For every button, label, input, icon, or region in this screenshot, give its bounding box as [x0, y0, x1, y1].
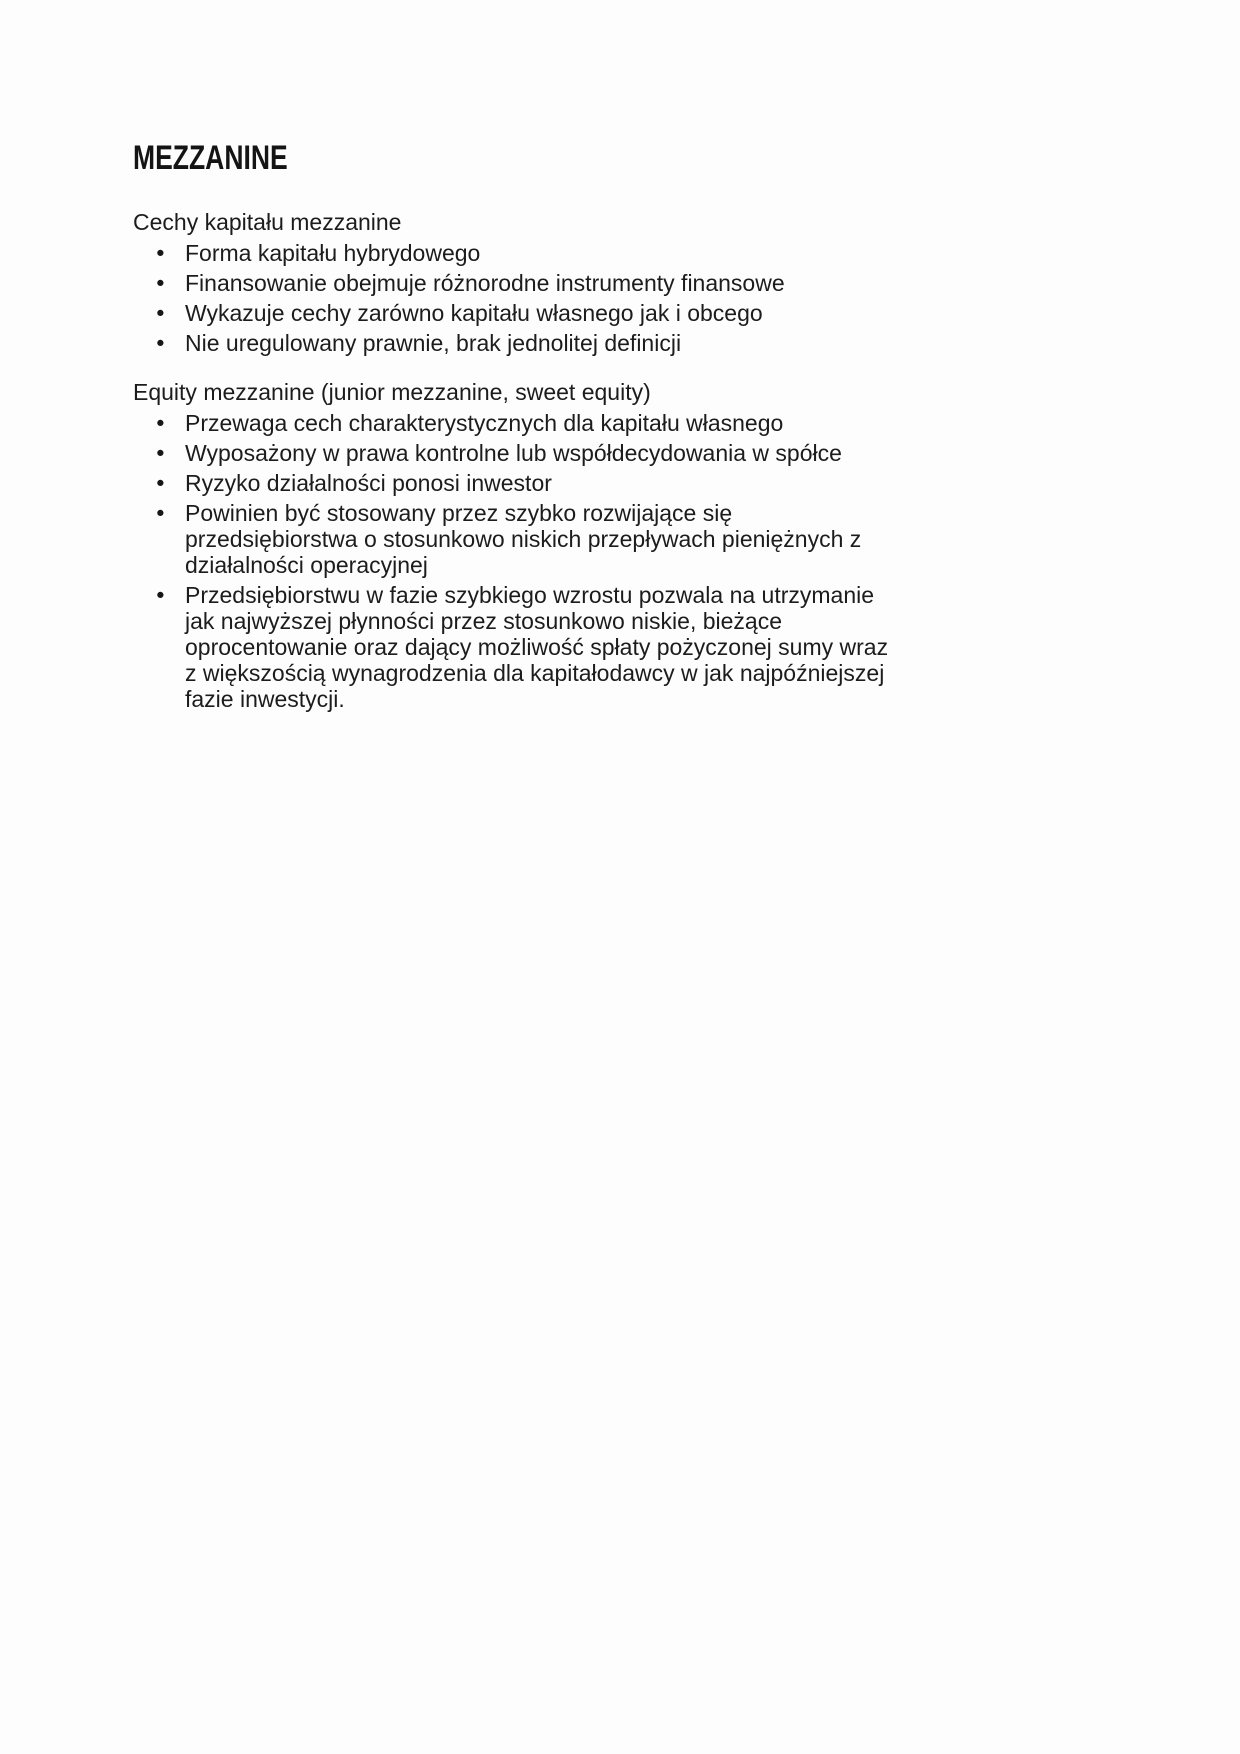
page-title: MEZZANINE: [133, 139, 288, 177]
bullet-item: ● Ryzyko działalności ponosi inwestor: [133, 470, 898, 496]
bullet-item: ● Forma kapitału hybrydowego: [133, 240, 898, 266]
section-heading: Cechy kapitału mezzanine: [133, 209, 402, 235]
bullet-item: ● Wykazuje cechy zarówno kapitału własnego jak i obcego: [133, 300, 898, 326]
section-heading: Equity mezzanine (junior mezzanine, sweet equity): [133, 379, 651, 405]
bullet-item: ● Wyposażony w prawa kontrolne lub współdecydowania w spółce: [133, 440, 898, 466]
bullet-item: ● Przedsiębiorstwu w fazie szybkiego wzrostu pozwala na utrzymanie jak najwyższej płynności przez stosunkowo niskie, bieżące oprocentowanie oraz dający możliwość spłaty pożyczonej sumy wraz z większością wynagrodzenia dla kapitałodawcy w jak najpóźniejszej fazie inwestycji.: [133, 582, 898, 712]
document-body: [133, 208, 1140, 712]
section: [133, 378, 1140, 712]
bullet-list: [133, 240, 898, 356]
bullet-list: [133, 410, 898, 712]
bullet-item: ● Finansowanie obejmuje różnorodne instrumenty finansowe: [133, 270, 898, 296]
bullet-item: ● Nie uregulowany prawnie, brak jednolitej definicji: [133, 330, 898, 356]
bullet-item: ● Powinien być stosowany przez szybko rozwijające się przedsiębiorstwa o stosunkowo niskich przepływach pieniężnych z działalności operacyjnej: [133, 500, 898, 578]
bullet-item: ● Przewaga cech charakterystycznych dla kapitału własnego: [133, 410, 898, 436]
section: [133, 208, 1140, 356]
